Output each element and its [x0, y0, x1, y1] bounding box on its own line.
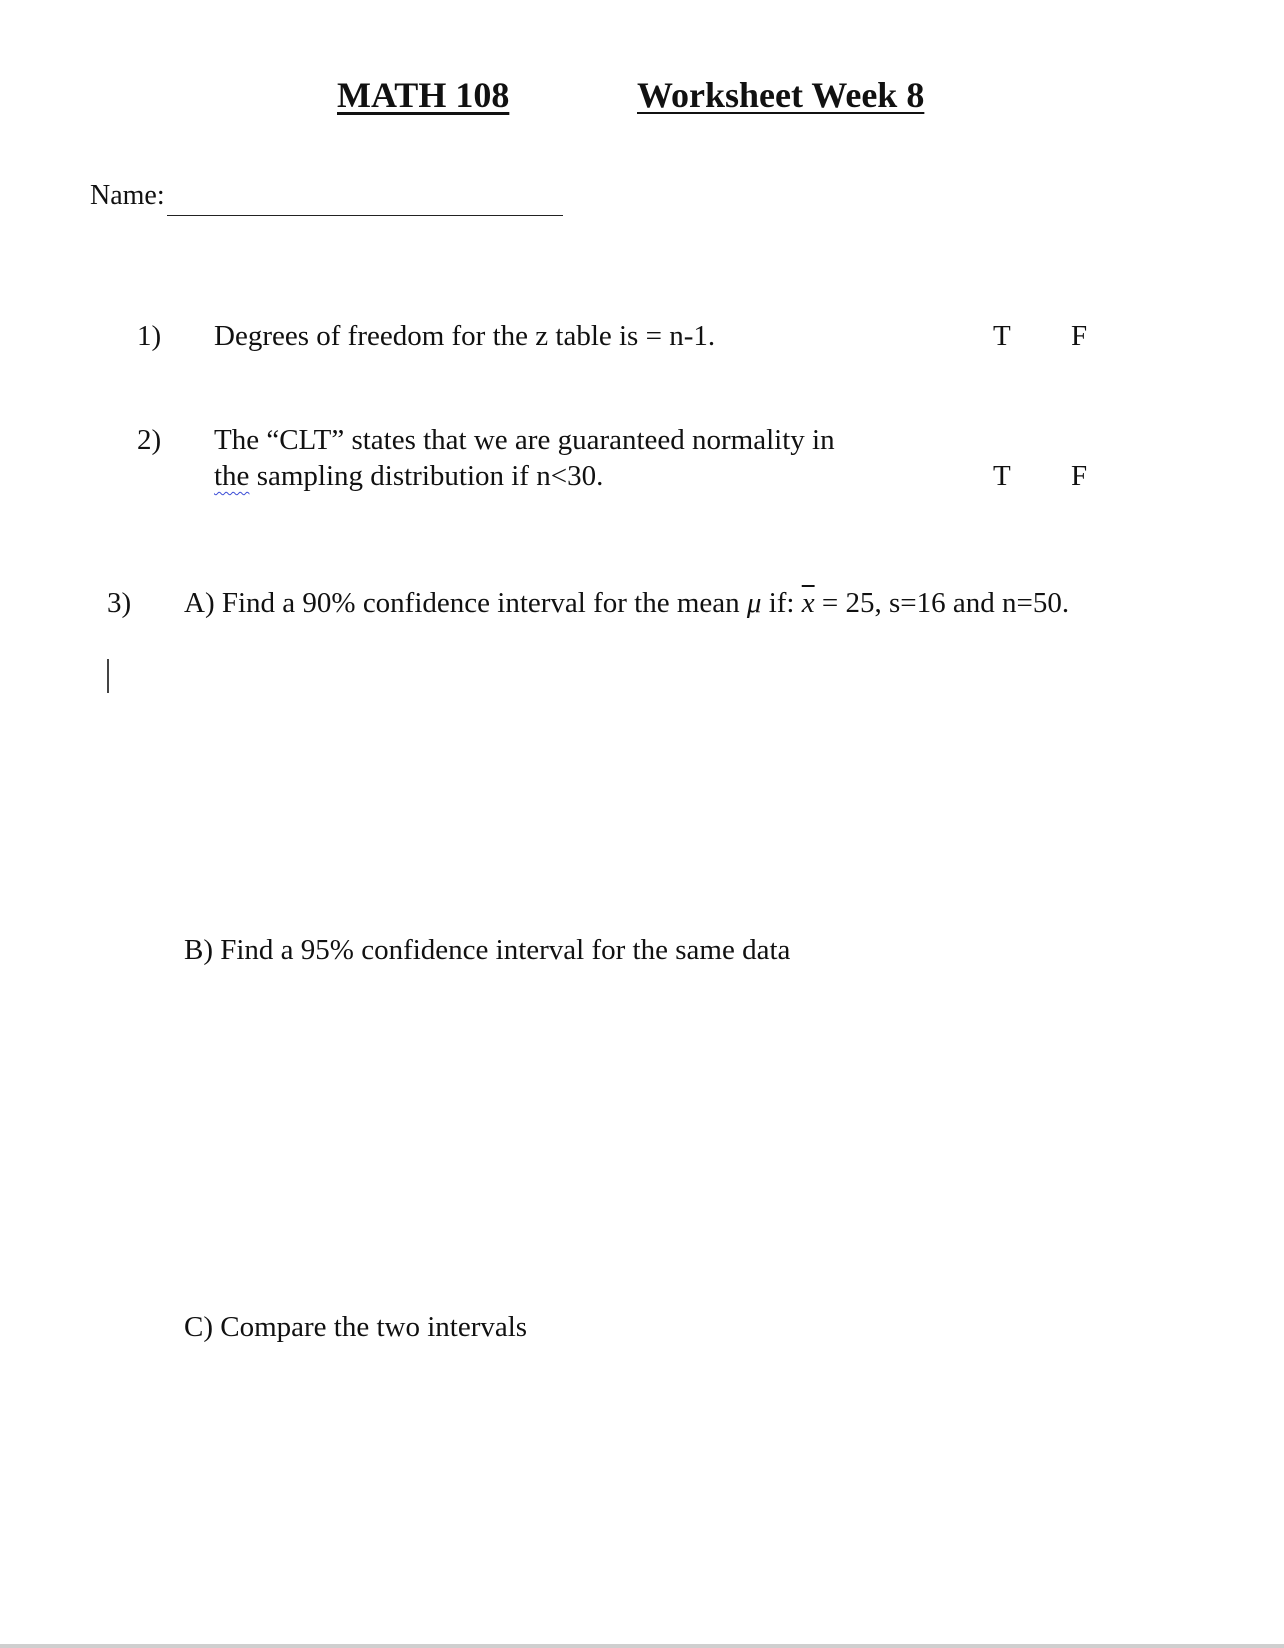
true-option[interactable]: T [993, 320, 1011, 352]
worksheet-week-title: Worksheet Week 8 [637, 75, 925, 115]
question-1-true-false [993, 318, 1149, 354]
text-cursor [107, 659, 109, 693]
question-3-part-c [184, 1309, 527, 1345]
question-2-line-2 [214, 458, 835, 494]
page-bottom-edge [0, 1644, 1284, 1648]
question-2 [137, 422, 161, 458]
x-bar-symbol: $\overline{x}$ [801, 587, 815, 619]
true-option[interactable]: T [993, 460, 1011, 492]
part-b-text: B) Find a 95% confidence interval for the same data [184, 934, 791, 966]
question-1-statement: Degrees of freedom for the z table is = n-1. [214, 320, 716, 352]
mu-symbol: μ [746, 587, 762, 619]
part-a-suffix: = 25, s=16 and n=50. [814, 587, 1070, 619]
part-a-prefix: A) Find a 90% confidence interval for the mean [184, 587, 747, 619]
false-option[interactable]: F [1071, 460, 1088, 492]
question-2-line-2-rest: sampling distribution if n<30. [249, 460, 604, 492]
worksheet-title [337, 70, 947, 120]
if-word: if: [761, 587, 795, 619]
course-title: MATH 108 [337, 75, 510, 115]
question-number: 2) [137, 424, 162, 456]
name-label: Name: [90, 180, 165, 211]
part-c-text: C) Compare the two intervals [184, 1311, 528, 1343]
question-1 [137, 318, 161, 354]
question-1-text [214, 318, 715, 354]
question-3 [107, 585, 131, 621]
question-number: 1) [137, 320, 162, 352]
question-3-part-b [184, 932, 790, 968]
question-3-part-a [184, 585, 1069, 621]
question-2-text [214, 422, 835, 494]
question-2-line-1: The “CLT” states that we are guaranteed normality in [214, 424, 835, 456]
question-number: 3) [107, 587, 132, 619]
question-2-true-false [993, 458, 1149, 494]
name-blank-line[interactable] [167, 185, 563, 216]
false-option[interactable]: F [1071, 320, 1088, 352]
name-field[interactable] [90, 176, 563, 216]
spellcheck-word: the [214, 460, 250, 492]
